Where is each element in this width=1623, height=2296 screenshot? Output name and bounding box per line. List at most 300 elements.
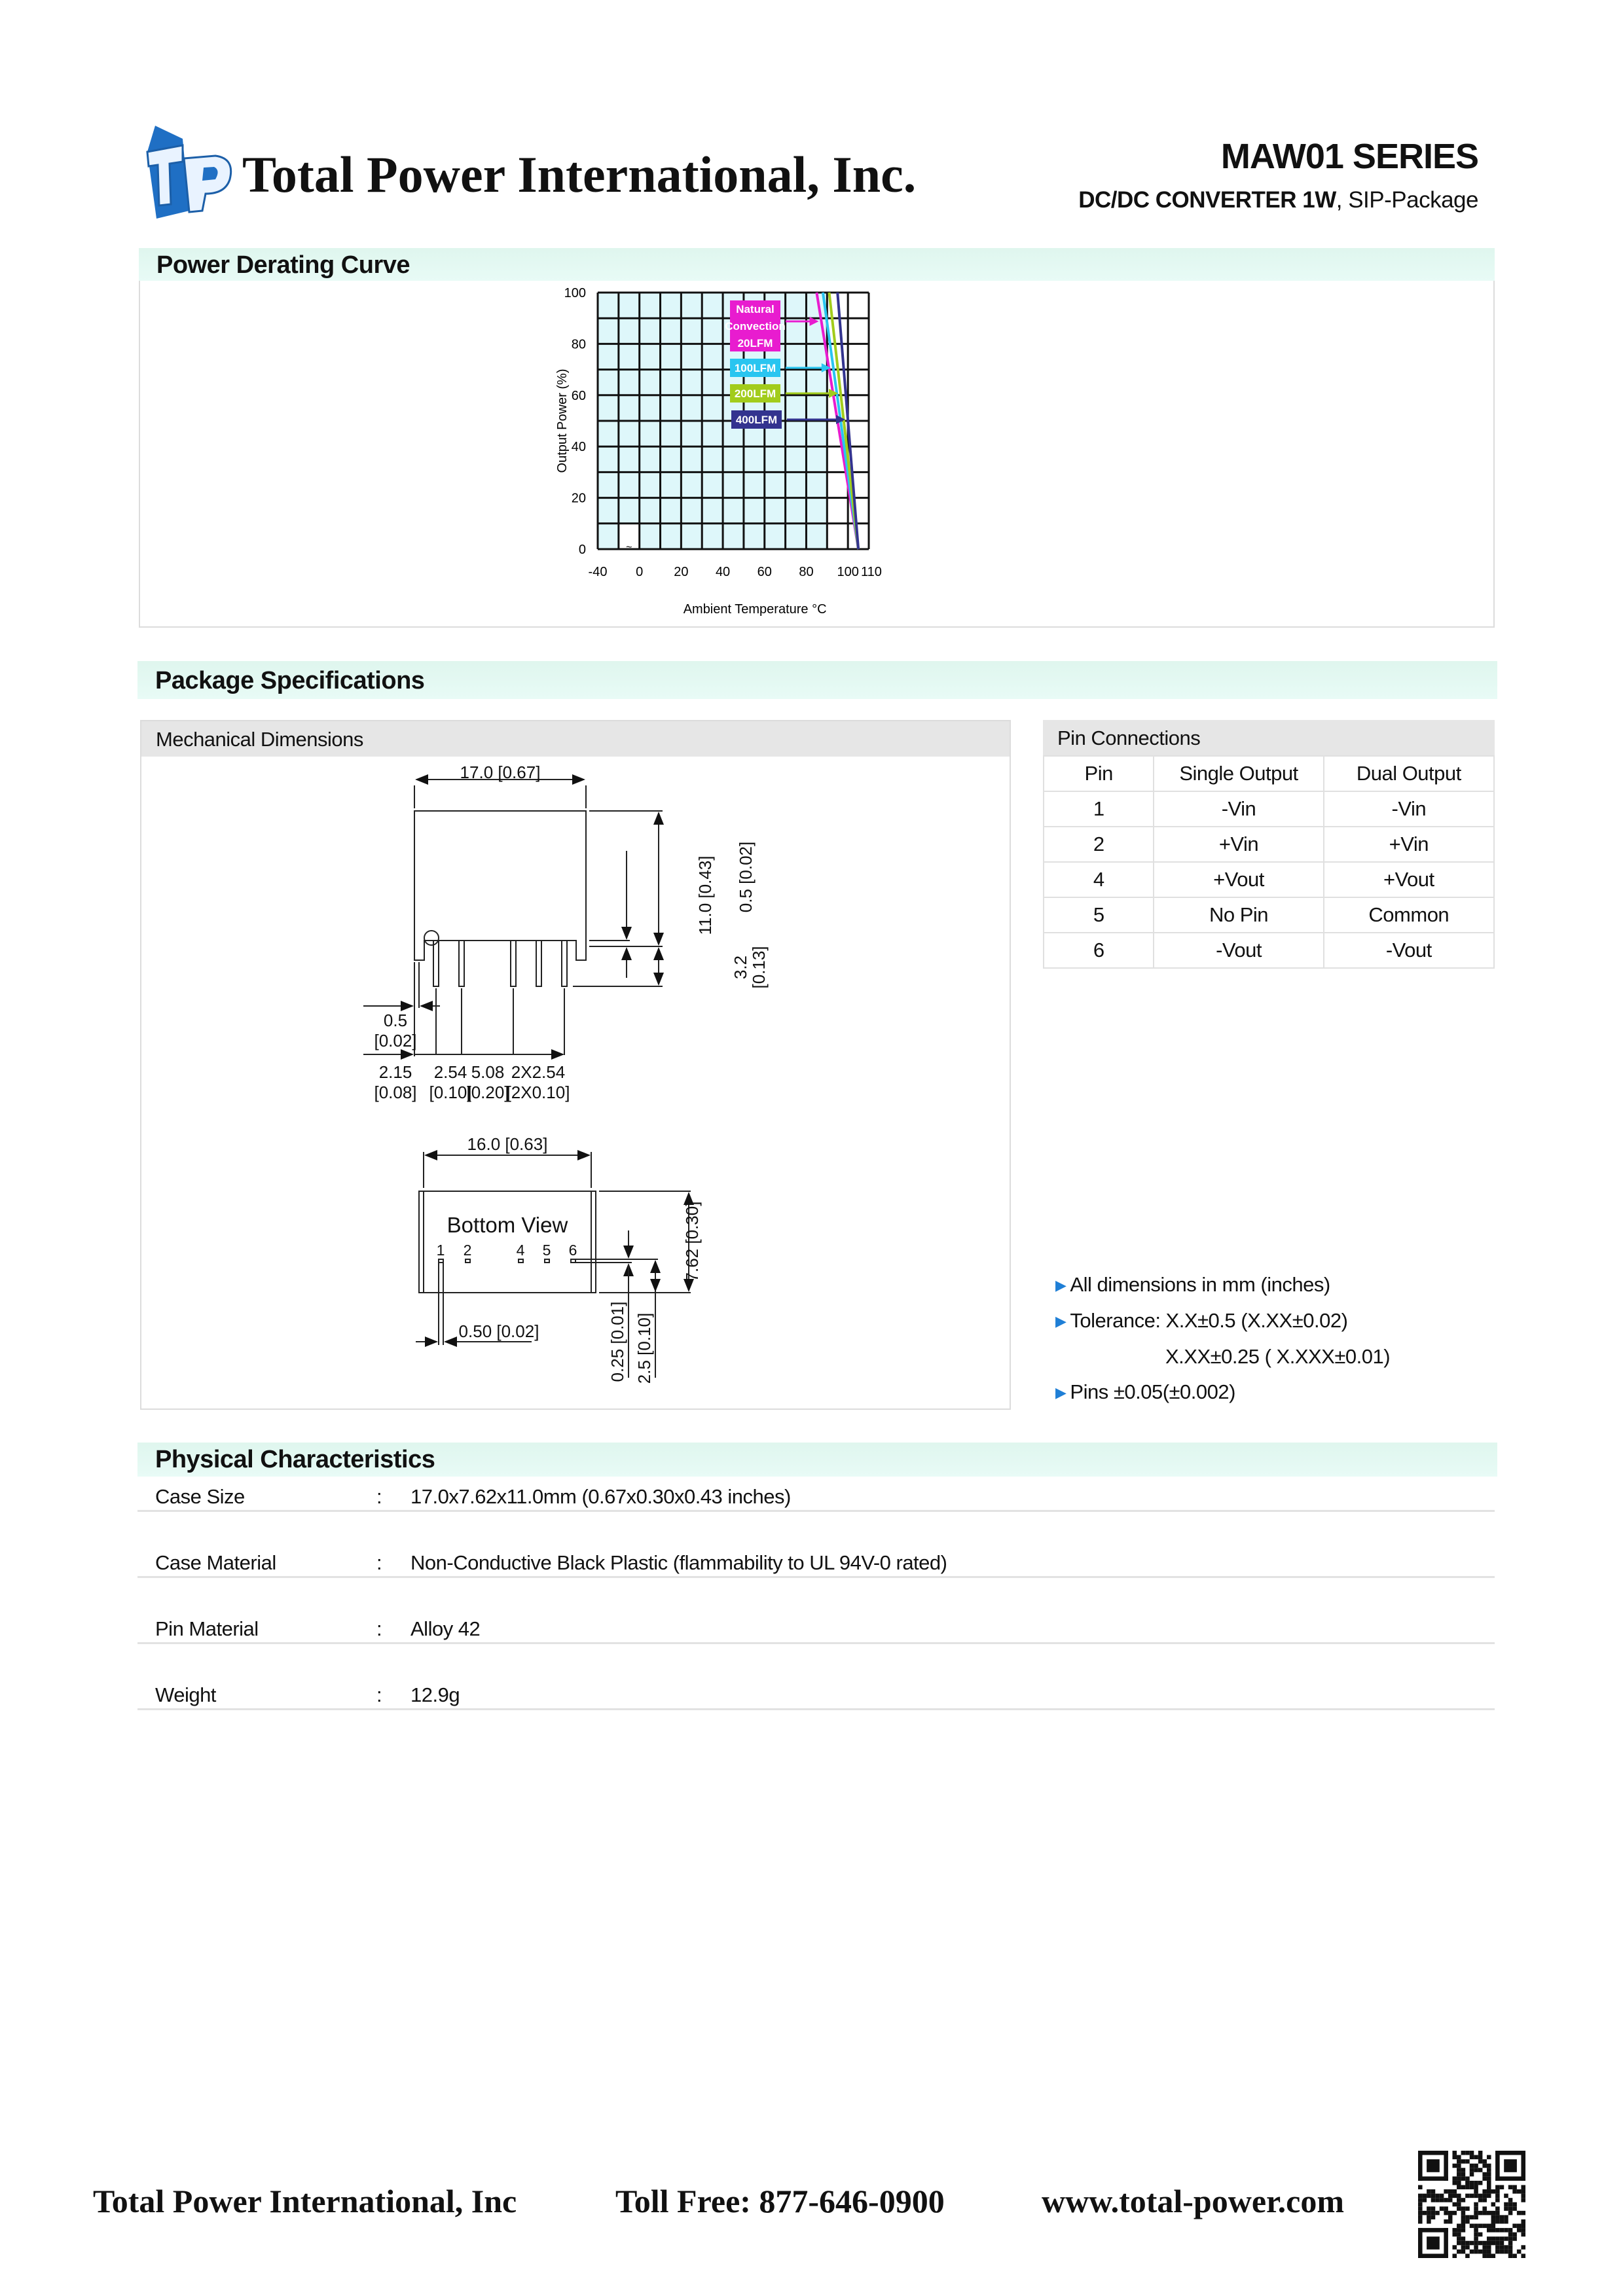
- qr-module: [1452, 2181, 1457, 2185]
- qr-module: [1457, 2228, 1461, 2233]
- qr-module: [1461, 2151, 1466, 2155]
- dim-pitch2-in: [0.20]: [466, 1083, 509, 1102]
- qr-module: [1418, 2228, 1423, 2258]
- qr-module: [1470, 2164, 1474, 2168]
- qr-module: [1482, 2224, 1487, 2229]
- qr-module: [1465, 2159, 1470, 2164]
- qr-module: [1474, 2241, 1478, 2246]
- footer-company: Total Power International, Inc: [93, 2183, 517, 2219]
- bullet-icon: ▶: [1055, 1277, 1067, 1293]
- qr-module: [1461, 2211, 1466, 2215]
- qr-module: [1474, 2250, 1478, 2254]
- qr-module: [1418, 2202, 1423, 2207]
- qr-module: [1448, 2211, 1453, 2215]
- y-tick-label: 0: [578, 543, 586, 557]
- qr-module: [1521, 2245, 1525, 2250]
- pin-number: 4: [516, 1242, 525, 1259]
- qr-module: [1482, 2164, 1487, 2168]
- qr-module: [1487, 2164, 1491, 2168]
- row-value: 17.0x7.62x11.0mm (0.67x0.30x0.43 inches): [410, 1485, 791, 1508]
- qr-module: [1474, 2181, 1478, 2185]
- qr-module: [1491, 2211, 1496, 2215]
- qr-module: [1495, 2206, 1500, 2211]
- qr-module: [1512, 2202, 1517, 2207]
- qr-module: [1457, 2198, 1461, 2202]
- qr-module: [1495, 2198, 1500, 2202]
- qr-module: [1452, 2202, 1457, 2207]
- qr-module: [1491, 2228, 1496, 2233]
- pins: [433, 941, 567, 986]
- qr-module: [1461, 2172, 1466, 2177]
- note-text: All dimensions in mm (inches): [1070, 1273, 1330, 1296]
- pin-connections-table: [1043, 755, 1495, 969]
- subtitle-rest: , SIP-Package: [1336, 187, 1478, 213]
- qr-module: [1431, 2194, 1436, 2198]
- qr-module: [1474, 2228, 1478, 2233]
- qr-module: [1452, 2151, 1457, 2155]
- qr-module: [1512, 2206, 1517, 2211]
- y-tick-label: 40: [571, 440, 586, 455]
- qr-module: [1465, 2181, 1470, 2185]
- qr-module: [1495, 2228, 1500, 2233]
- bottom-pins: [439, 1259, 575, 1263]
- qr-module: [1487, 2176, 1491, 2181]
- physical-row: [137, 1644, 1495, 1710]
- y-tick-label: 20: [571, 491, 586, 506]
- separator: :: [376, 1617, 382, 1640]
- cell: -Vout: [1154, 933, 1323, 968]
- qr-module: [1495, 2176, 1525, 2181]
- qr-module: [1440, 2206, 1444, 2211]
- qr-module: [1418, 2198, 1423, 2202]
- x-axis-title: Ambient Temperature °C: [683, 602, 827, 617]
- qr-module: [1478, 2159, 1483, 2164]
- qr-module: [1461, 2198, 1466, 2202]
- qr-module: [1418, 2211, 1423, 2215]
- qr-module: [1482, 2189, 1487, 2194]
- qr-module: [1457, 2241, 1461, 2246]
- qr-module: [1470, 2250, 1474, 2254]
- qr-module: [1431, 2198, 1436, 2202]
- row-label: Weight: [155, 1683, 216, 1706]
- qr-module: [1521, 2189, 1525, 2194]
- qr-module: [1435, 2198, 1440, 2202]
- row-value: Non-Conductive Black Plastic (flammability to UL 94V-0 rated): [410, 1551, 947, 1574]
- dim-pin-width-mm: 0.5: [383, 1011, 408, 1030]
- cell: 6: [1044, 933, 1154, 968]
- qr-module: [1418, 2253, 1448, 2258]
- qr-module: [1457, 2181, 1461, 2185]
- qr-module: [1470, 2172, 1474, 2177]
- qr-module: [1500, 2245, 1504, 2250]
- qr-module: [1487, 2245, 1491, 2250]
- qr-module: [1465, 2215, 1470, 2219]
- qr-module: [1448, 2194, 1453, 2198]
- qr-module: [1427, 2159, 1440, 2172]
- qr-module: [1491, 2236, 1496, 2241]
- qr-module: [1504, 2202, 1508, 2207]
- qr-module: [1491, 2241, 1496, 2246]
- qr-module: [1457, 2168, 1461, 2172]
- qr-module: [1465, 2253, 1470, 2258]
- qr-module: [1440, 2194, 1444, 2198]
- qr-module: [1487, 2236, 1491, 2241]
- qr-module: [1423, 2194, 1427, 2198]
- qr-module: [1418, 2176, 1448, 2181]
- qr-module: [1495, 2236, 1500, 2241]
- qr-module: [1487, 2211, 1491, 2215]
- qr-module: [1512, 2236, 1517, 2241]
- qr-module: [1504, 2236, 1508, 2241]
- qr-module: [1470, 2168, 1474, 2172]
- separator: :: [376, 1485, 382, 1508]
- note-dimensions: [1055, 1273, 1330, 1297]
- row-value: Alloy 42: [410, 1617, 481, 1640]
- qr-module: [1435, 2194, 1440, 2198]
- qr-module: [1487, 2168, 1491, 2172]
- qr-module: [1504, 2228, 1508, 2233]
- qr-module: [1478, 2155, 1483, 2160]
- header-single: Single Output: [1154, 756, 1323, 791]
- separator: :: [376, 1551, 382, 1574]
- qr-module: [1504, 2159, 1517, 2172]
- dim-height: 11.0 [0.43]: [695, 855, 715, 935]
- dim-pin-thickness: 0.25 [0.01]: [608, 1301, 627, 1382]
- qr-module: [1521, 2194, 1525, 2198]
- qr-module: [1457, 2159, 1461, 2164]
- qr-module: [1457, 2185, 1461, 2189]
- qr-module: [1457, 2236, 1461, 2241]
- qr-module: [1517, 2250, 1522, 2254]
- note-text: Tolerance: X.X±0.5 (X.XX±0.02): [1070, 1309, 1348, 1332]
- qr-module: [1461, 2236, 1466, 2241]
- qr-module: [1461, 2176, 1466, 2181]
- qr-module: [1461, 2250, 1466, 2254]
- qr-module: [1474, 2206, 1478, 2211]
- physical-row: [137, 1446, 1495, 1512]
- qr-module: [1427, 2194, 1431, 2198]
- qr-module: [1461, 2228, 1466, 2233]
- qr-module: [1474, 2224, 1478, 2229]
- qr-module: [1474, 2185, 1478, 2189]
- table-row: [1044, 827, 1494, 862]
- footer-phone: Toll Free: 877-646-0900: [615, 2183, 945, 2219]
- qr-module: [1508, 2198, 1513, 2202]
- qr-module: [1512, 2185, 1517, 2189]
- pin1-marker: [424, 931, 439, 945]
- dim-pin-width-in: [0.02]: [374, 1031, 417, 1050]
- qr-module: [1461, 2159, 1466, 2164]
- module-body: [414, 811, 586, 960]
- qr-module: [1427, 2236, 1440, 2250]
- qr-module: [1457, 2172, 1461, 2177]
- qr-module: [1508, 2250, 1513, 2254]
- qr-module: [1457, 2202, 1461, 2207]
- qr-module: [1452, 2176, 1457, 2181]
- header-pin: Pin: [1044, 756, 1154, 791]
- legend-label: 400LFM: [735, 414, 778, 426]
- note-tolerance: [1055, 1309, 1347, 1333]
- qr-module: [1440, 2198, 1444, 2202]
- qr-module: [1461, 2185, 1466, 2189]
- qr-module: [1474, 2202, 1478, 2207]
- cell: No Pin: [1154, 897, 1323, 933]
- pin-number: 1: [436, 1242, 445, 1259]
- cell: +Vout: [1154, 862, 1323, 897]
- qr-module: [1465, 2206, 1470, 2211]
- x-tick-label: 40: [715, 565, 731, 579]
- qr-module: [1500, 2250, 1504, 2254]
- qr-module: [1427, 2189, 1431, 2194]
- qr-module: [1495, 2194, 1500, 2198]
- qr-module: [1491, 2202, 1496, 2207]
- qr-module: [1478, 2198, 1483, 2202]
- qr-module: [1508, 2241, 1513, 2246]
- qr-module: [1478, 2151, 1483, 2155]
- company-name: Total Power International, Inc.: [242, 146, 917, 203]
- derating-section-title: Power Derating Curve: [139, 248, 1495, 281]
- qr-module: [1465, 2185, 1470, 2189]
- qr-module: [1444, 2211, 1448, 2215]
- qr-module: [1487, 2172, 1491, 2177]
- qr-module: [1418, 2151, 1423, 2181]
- cell: 4: [1044, 862, 1154, 897]
- qr-module: [1495, 2219, 1500, 2224]
- pin-number: 6: [568, 1242, 577, 1259]
- table-row: [1044, 897, 1494, 933]
- qr-module: [1482, 2198, 1487, 2202]
- subtitle-bold: DC/DC CONVERTER 1W: [1078, 187, 1336, 213]
- row-label: Pin Material: [155, 1617, 259, 1640]
- qr-module: [1500, 2241, 1504, 2246]
- qr-module: [1474, 2245, 1478, 2250]
- qr-module: [1482, 2194, 1487, 2198]
- qr-module: [1418, 2185, 1423, 2189]
- qr-module: [1431, 2215, 1436, 2219]
- qr-module: [1427, 2219, 1431, 2224]
- qr-module: [1478, 2168, 1483, 2172]
- qr-module: [1508, 2236, 1513, 2241]
- row-value: 12.9g: [410, 1683, 460, 1706]
- dim-width: 17.0 [0.67]: [460, 762, 541, 782]
- cell: 2: [1044, 827, 1154, 862]
- table-row: [1044, 933, 1494, 968]
- qr-module: [1457, 2164, 1461, 2168]
- qr-module: [1504, 2245, 1508, 2250]
- qr-module: [1461, 2241, 1466, 2246]
- qr-module: [1521, 2233, 1525, 2237]
- x-tick-label: -40: [588, 565, 608, 579]
- qr-module: [1478, 2181, 1483, 2185]
- qr-module: [1478, 2250, 1483, 2254]
- cell: -Vin: [1324, 791, 1494, 827]
- qr-module: [1423, 2211, 1427, 2215]
- qr-module: [1470, 2151, 1474, 2155]
- dim-pin-length-mm: 3.2: [731, 955, 750, 980]
- dim-edge-in: [0.08]: [374, 1083, 417, 1102]
- qr-module: [1521, 2219, 1525, 2224]
- qr-module: [1491, 2253, 1496, 2258]
- x-tick-label: 20: [674, 565, 689, 579]
- qr-module: [1495, 2189, 1500, 2194]
- qr-module: [1465, 2194, 1470, 2198]
- qr-module: [1444, 2189, 1448, 2194]
- y-tick-label: 60: [571, 388, 586, 403]
- dim-bottom-pin-width: 0.50 [0.02]: [458, 1321, 539, 1341]
- qr-module: [1418, 2206, 1423, 2211]
- qr-module: [1465, 2241, 1470, 2246]
- physical-row: [137, 1512, 1495, 1578]
- qr-module: [1474, 2236, 1478, 2241]
- dim-bottom-width: 16.0 [0.63]: [467, 1134, 548, 1154]
- qr-module: [1500, 2236, 1504, 2241]
- table-header-row: [1044, 756, 1494, 791]
- x-tick-label: 0: [636, 565, 644, 579]
- qr-module: [1517, 2228, 1522, 2233]
- dim-standoff: 0.5 [0.02]: [736, 841, 756, 913]
- qr-module: [1487, 2155, 1491, 2160]
- legend-label: 100LFM: [734, 362, 776, 374]
- qr-module: [1495, 2250, 1500, 2254]
- qr-module: [1470, 2241, 1474, 2246]
- qr-module: [1508, 2253, 1513, 2258]
- qr-module: [1444, 2151, 1448, 2181]
- qr-module: [1521, 2151, 1525, 2181]
- qr-module: [1470, 2155, 1474, 2160]
- qr-module: [1470, 2181, 1474, 2185]
- dim-pitch3-in: [2X0.10]: [506, 1083, 570, 1102]
- qr-module: [1500, 2219, 1504, 2224]
- qr-module: [1495, 2241, 1500, 2246]
- pin-connections-title: Pin Connections: [1043, 720, 1495, 755]
- qr-module: [1461, 2215, 1466, 2219]
- qr-module: [1478, 2233, 1483, 2237]
- qr-module: [1474, 2233, 1478, 2237]
- pin-connections-panel: [1043, 720, 1495, 969]
- qr-module: [1474, 2164, 1478, 2168]
- qr-module: [1418, 2228, 1448, 2233]
- qr-module: [1482, 2172, 1487, 2177]
- package-section-title: Package Specifications: [137, 661, 1497, 699]
- qr-module: [1495, 2185, 1500, 2189]
- qr-module: [1457, 2206, 1461, 2211]
- qr-module: [1418, 2215, 1423, 2219]
- qr-module: [1482, 2159, 1487, 2164]
- qr-module: [1448, 2189, 1453, 2194]
- qr-module: [1487, 2194, 1491, 2198]
- qr-module: [1504, 2206, 1508, 2211]
- qr-module: [1487, 2253, 1491, 2258]
- y-tick-label: 100: [564, 286, 586, 300]
- qr-module: [1418, 2219, 1423, 2224]
- bullet-icon: ▶: [1055, 1384, 1067, 1401]
- physical-row: [137, 1578, 1495, 1644]
- qr-module: [1452, 2253, 1457, 2258]
- qr-module: [1504, 2219, 1508, 2224]
- x-tick-label: 100: [837, 565, 859, 579]
- qr-module: [1474, 2215, 1478, 2219]
- legend-label: 200LFM: [734, 387, 776, 400]
- cell: +Vin: [1154, 827, 1323, 862]
- cell: Common: [1324, 897, 1494, 933]
- bullet-icon: ▶: [1055, 1313, 1067, 1329]
- cell: -Vin: [1154, 791, 1323, 827]
- qr-module: [1482, 2176, 1487, 2181]
- qr-module: [1470, 2224, 1474, 2229]
- note-pins: [1055, 1380, 1235, 1404]
- qr-module: [1423, 2198, 1427, 2202]
- qr-module: [1461, 2224, 1466, 2229]
- table-row: [1044, 791, 1494, 827]
- qr-module: [1517, 2189, 1522, 2194]
- qr-module: [1448, 2215, 1453, 2219]
- qr-module: [1478, 2241, 1483, 2246]
- qr-module: [1491, 2219, 1496, 2224]
- qr-module: [1521, 2185, 1525, 2189]
- qr-module: [1457, 2176, 1461, 2181]
- qr-module: [1521, 2211, 1525, 2215]
- qr-module: [1491, 2224, 1496, 2229]
- dim-pitch2-mm: 5.08: [471, 1062, 505, 1082]
- qr-module: [1448, 2219, 1453, 2224]
- qr-module: [1470, 2215, 1474, 2219]
- qr-module: [1461, 2219, 1466, 2224]
- separator: :: [376, 1683, 382, 1706]
- qr-module: [1482, 2206, 1487, 2211]
- qr-module: [1521, 2228, 1525, 2233]
- qr-module: [1495, 2211, 1500, 2215]
- qr-module: [1431, 2189, 1436, 2194]
- axis-break-mark: ~: [626, 542, 632, 553]
- qr-module: [1495, 2245, 1500, 2250]
- qr-module: [1495, 2151, 1500, 2181]
- qr-module: [1482, 2250, 1487, 2254]
- qr-module: [1500, 2185, 1504, 2189]
- qr-module: [1487, 2224, 1491, 2229]
- qr-module: [1508, 2206, 1513, 2211]
- qr-module: [1491, 2189, 1496, 2194]
- qr-module: [1500, 2228, 1504, 2233]
- cell: -Vout: [1324, 933, 1494, 968]
- qr-module: [1457, 2233, 1461, 2237]
- qr-module: [1508, 2233, 1513, 2237]
- qr-module: [1465, 2245, 1470, 2250]
- qr-module: [1504, 2215, 1508, 2219]
- qr-module: [1452, 2164, 1457, 2168]
- qr-module: [1457, 2155, 1461, 2160]
- qr-module: [1508, 2185, 1513, 2189]
- qr-module: [1452, 2245, 1457, 2250]
- pin-number: 2: [463, 1242, 472, 1259]
- qr-module: [1478, 2224, 1483, 2229]
- y-tick-label: 80: [571, 337, 586, 352]
- dim-edge-mm: 2.15: [378, 1062, 412, 1082]
- physical-section-title: Physical Characteristics: [137, 1443, 1497, 1477]
- y-axis-title: Output Power (%): [555, 368, 570, 473]
- qr-module: [1427, 2215, 1431, 2219]
- qr-module: [1444, 2206, 1448, 2211]
- legend-label: Convection: [725, 320, 786, 332]
- cell: 1: [1044, 791, 1154, 827]
- footer-website[interactable]: www.total-power.com: [1042, 2183, 1344, 2219]
- row-label: Case Size: [155, 1485, 245, 1508]
- x-tick-label: 80: [799, 565, 814, 579]
- dim-pitch3-mm: 2X2.54: [511, 1062, 566, 1082]
- bottom-view-label: Bottom View: [447, 1213, 568, 1237]
- qr-module: [1427, 2206, 1431, 2211]
- qr-module: [1482, 2211, 1487, 2215]
- qr-module: [1461, 2245, 1466, 2250]
